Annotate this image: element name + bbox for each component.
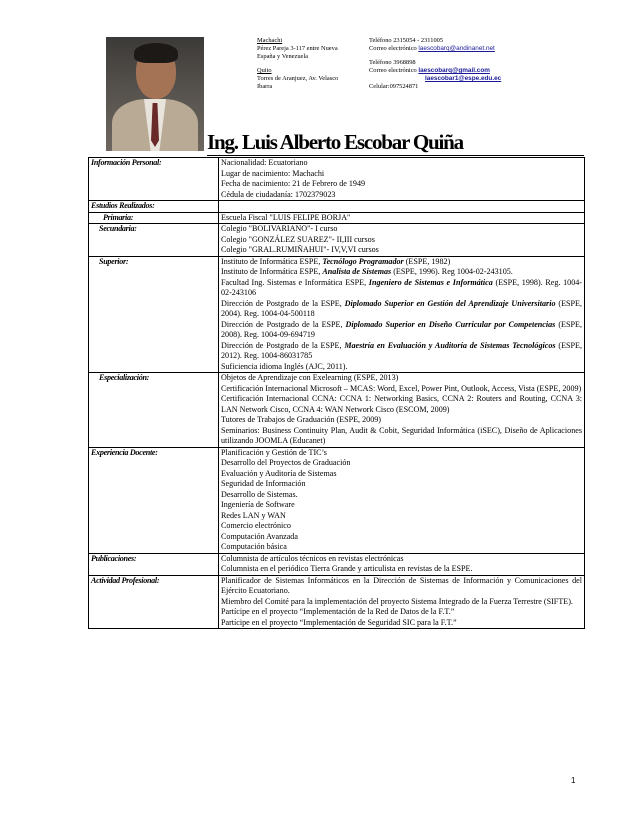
address-block [257,37,338,91]
info-line: Columnista de artículos técnicos en revistas electrónicas [221,553,404,563]
info-line: Columnista en el periódico Tierra Grande y articulista en revistas de la ESPE. [221,564,473,573]
degree-detail: (ESPE, 1982) [403,256,451,266]
address-line: Pérez Pareja 3-117 entre Nueva [257,45,338,52]
info-line: Tutores de Trabajos de Graduación (ESPE, 2009) [221,415,381,424]
degree-title: Diplomado Superior en Diseño Curricular por Competencias [345,319,556,329]
info-line: Evaluación y Auditoría de Sistemas [221,468,337,478]
address-line: España y Venezuela [257,53,308,60]
degree-detail: (ESPE, 2012). Reg. 1004-86031785 [221,340,582,360]
row-primary [89,212,585,224]
cell-phone: Celular:097524871 [369,83,419,90]
email-link-1[interactable]: laescobarq@andinanet.net [418,45,495,52]
info-line: Desarrollo de Sistemas. [221,489,298,499]
info-line: Suficiencia idioma Inglés (AJC, 2011). [221,361,348,371]
info-line: Ingeniería de Software [221,500,295,509]
info-line: Escuela Fiscal "LUIS FELIPE BORJA" [221,212,351,222]
info-line: Objetos de Aprendizaje con Exelearning (ESPE, 2013) [221,373,399,382]
info-line: Colegio "GONZÁLEZ SUAREZ"- II,III cursos [221,234,375,244]
contact-block [369,37,539,91]
email-link-2[interactable]: laescobarq@gmail.com [418,67,490,74]
row-specialization [89,373,585,448]
degree-institution: Dirección de Postgrado de la ESPE, [221,319,346,329]
info-line: Fecha de nacimiento: 21 de Febrero de 1949 [221,179,366,188]
section-label: Información Personal: [89,158,219,201]
email-link-3[interactable]: laescobar1@espe.edu.ec [425,75,502,82]
info-line: Cédula de ciudadanía: 1702379023 [221,189,336,199]
info-line: Planificación y Gestión de TIC’s [221,447,327,457]
degree-detail: (ESPE, 1996). Reg 1004-02-243105. [391,267,513,276]
candidate-name: Ing. Luis Alberto Escobar Quiña [207,130,463,154]
degree-institution: Dirección de Postgrado de la ESPE, [221,340,345,350]
info-line: Certificación Internacional Microsoft – MCAS: Word, Excel, Power Pint, Outlook, Access, Vista (ESPE, 2009) [221,383,582,393]
row-professional [89,575,585,629]
section-label: Experiencia Docente: [89,447,219,553]
degree-institution: Instituto de Informática ESPE, [221,256,323,266]
degree-detail: (ESPE, 2004). Reg. 1004-04-500118 [221,298,582,318]
section-label: Actividad Profesional: [89,575,219,629]
info-line: Comercio electrónico [221,521,291,530]
section-label: Estudios Realizados: [89,201,219,213]
info-line: Desarrollo del Proyectos de Graduación [221,458,351,467]
degree-entry [221,299,582,320]
row-superior [89,256,585,373]
phone-2: Teléfono 3968898 [369,59,416,66]
row-personal [89,158,585,201]
info-line: Nacionalidad: Ecuatoriano [221,158,308,167]
degree-institution: Instituto de Informática ESPE, [221,267,323,276]
info-line: Planificador de Sistemas Informáticos en la Dirección de Sistemas de Información y Comunicaciones del Ejército Ecuatoriano. [221,575,582,595]
email-label: Correo electrónico [369,45,417,52]
info-line: Seminarios: Business Continuity Plan, Audit & Cobit, Seguridad Informática (iSEC), Diseño de Aplicaciones utilizando JOOMLA (Educanet) [221,425,582,445]
address-line: Torres de Aranjuez, Av. Velasco [257,75,339,82]
degree-title: Tecnólogo Programador [322,256,404,266]
row-secondary [89,224,585,257]
row-publications [89,553,585,575]
degree-title: Diplomado Superior en Gestión del Aprendizaje Universitario [344,298,556,308]
degree-entry [221,267,582,278]
info-line: Partícipe en el proyecto “Implementación de Seguridad SIC para la F.T.” [221,617,457,627]
degree-institution: Dirección de Postgrado de la ESPE, [221,298,345,308]
info-line: Seguridad de Información [221,479,306,488]
address-city-2: Quito [257,67,272,74]
section-label: Publicaciones: [89,553,219,575]
profile-photo [106,37,204,151]
degree-entry [221,257,582,268]
email-label: Correo electrónico [369,67,417,74]
degree-title: Maestría en Evaluación y Auditoría de Sistemas Tecnológicos [344,340,556,350]
section-label: Superior: [89,256,219,373]
info-line: Miembro del Comité para la implementación del proyecto Sistema Integrado de la Fuerza Terrestre (SIFTE). [221,596,573,606]
degree-entry [221,341,582,362]
info-line: Computación Avanzada [221,531,298,541]
header-divider [207,155,584,156]
row-teaching [89,447,585,553]
phone-1: Teléfono 2315054 - 2311005 [369,37,444,44]
degree-title: Analista de Sistemas [322,267,392,276]
info-line: Certificación Internacional CCNA: CCNA 1: Networking Basics, CCNA 2: Routers and Routing, CCNA 3: LAN Network Cisco, CCNA 4: WAN Network Cisco (ESCOM, 2009) [221,394,582,414]
address-city-1: Machachi [257,37,283,44]
cv-table [88,157,585,629]
info-line: Redes LAN y WAN [221,510,286,520]
degree-institution: Facultad Ing. Sistemas e Informática ESPE, [221,277,369,287]
info-line: Partícipe en el proyecto “Implementación de la Red de Datos de la F.T.” [221,607,455,616]
section-label: Secundaria: [89,224,219,257]
info-line: Computación básica [221,542,287,551]
info-line: Lugar de nacimiento: Machachi [221,168,325,178]
section-label: Especialización: [89,373,219,448]
info-line: Colegio "BOLIVARIANO"- I curso [221,224,338,233]
row-studies [89,201,585,213]
personal-info [219,158,585,201]
degree-entry [221,320,582,341]
address-city-3: Ibarra [257,83,273,90]
degree-detail: (ESPE, 1998). Reg. 1004-02-243106 [221,277,582,297]
info-line: Colegio "GRAL.RUMIÑAHUI"- IV,V,VI cursos [221,245,379,254]
degree-title: Ingeniero de Sistemas e Informática [368,277,493,287]
page-number: 1 [571,776,576,785]
section-label: Primaria: [89,212,219,224]
degree-detail: (ESPE, 2008). Reg. 1004-09-694719 [221,319,582,339]
degree-entry [221,278,582,299]
